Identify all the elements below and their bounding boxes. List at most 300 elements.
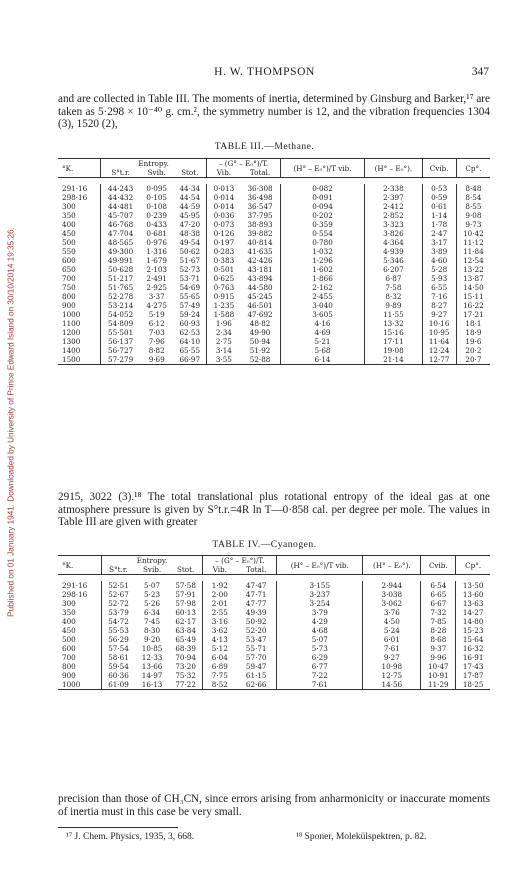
paragraph-1: and are collected in Table III. The moments of inertia, determined by Ginsburg and Barker,¹⁷ are taken as 5·298 × 10⁻⁴⁰ g. cm.², the symmetry number is 12, and the vibration frequencies 1304 (3), 1520 (2), (58, 93, 490, 131)
table-cell: 41·635 (247, 247, 273, 256)
table-cell: 68·39 (175, 644, 196, 653)
table-cell: 0·976 (146, 238, 167, 247)
table-cell: 8·68 (421, 635, 456, 644)
table-cell: 56·727 (100, 346, 140, 355)
table-cell: 45·707 (100, 211, 140, 220)
table-cell: 50·92 (245, 617, 267, 626)
table-cell: 6·77 (277, 662, 363, 671)
table-cell: 0·095 (146, 184, 167, 193)
table-cell: 62·66 (245, 680, 267, 689)
table-cell: 43·894 (247, 274, 273, 283)
col-vib: Vib. (207, 168, 241, 178)
footnotes (66, 832, 486, 842)
table-cell: 21·14 (365, 355, 422, 365)
table-row (58, 328, 490, 337)
table-cell: 6·04 (203, 653, 236, 662)
table-cell: 1500 (62, 355, 81, 364)
table-row (58, 256, 490, 265)
table-cell: 52·51 (101, 581, 135, 590)
table-cell: 10·98 (363, 662, 421, 671)
table-cell: 51·765 (100, 283, 140, 292)
table-cell: 0·59 (422, 193, 456, 202)
table-cell: 2·852 (365, 211, 422, 220)
table-cell: 8·54 (456, 193, 490, 202)
table-cell: 13·63 (456, 599, 490, 608)
table-cell: 11·84 (456, 247, 490, 256)
table-cell: 16·32 (456, 644, 490, 653)
table-cell: 0·359 (280, 220, 365, 229)
table-cell: 9·73 (456, 220, 490, 229)
table-cell: 0·013 (207, 184, 241, 193)
table-cell: 450 (62, 626, 76, 635)
table-cell: 5·26 (144, 599, 161, 608)
table-cell: 900 (62, 301, 76, 310)
table-cell: 55·501 (100, 328, 140, 337)
table-cell: 16·13 (141, 680, 163, 689)
table-cell: 10·16 (422, 319, 456, 328)
table-cell: 0·073 (207, 220, 241, 229)
table-cell: 350 (62, 608, 76, 617)
table-cell: 49·300 (100, 247, 140, 256)
table-cell: 13·66 (141, 662, 163, 671)
table-row (58, 608, 490, 617)
table-cell: 5·07 (144, 581, 161, 590)
table-cell: 73·20 (175, 662, 196, 671)
table-cell: 2·01 (203, 599, 236, 608)
col-h-vib: (H° – E₀°)/T vib. (280, 159, 365, 178)
table-row (58, 292, 490, 301)
table-cell: 6·55 (422, 283, 456, 292)
table-cell: 3·038 (363, 590, 421, 599)
table-row (58, 644, 490, 653)
table-cell: 37·795 (247, 211, 273, 220)
table-cell: 12·75 (363, 671, 421, 680)
table-row (58, 301, 490, 310)
table-cell: 7·22 (277, 671, 363, 680)
table-cell: 61·15 (245, 671, 267, 680)
table-cell: 19·08 (365, 346, 422, 355)
table-cell: 3·89 (422, 247, 456, 256)
table-cell: 2·491 (146, 274, 167, 283)
col-temperature: °K. (62, 560, 74, 570)
table4-caption: TABLE IV.—Cyanogen. (212, 539, 317, 550)
table-cell: 18·25 (456, 680, 490, 690)
table-cell: 50·62 (179, 247, 201, 256)
table-cell: 8·27 (422, 301, 456, 310)
table-cell: 11·64 (422, 337, 456, 346)
table-row (58, 193, 490, 202)
table-cell: 6·65 (421, 590, 456, 599)
col-h: (H° – E₀°). (365, 159, 422, 178)
table-cell: 3·323 (365, 220, 422, 229)
table-cell: 298·16 (62, 590, 88, 599)
table-cell: 1100 (62, 319, 81, 328)
table-cell: 57·98 (175, 599, 196, 608)
table-cell: 47·71 (245, 590, 267, 599)
table-cell: 39·882 (247, 229, 273, 238)
table-cell: 57·49 (179, 301, 201, 310)
table-cell: 5·346 (365, 256, 422, 265)
table-row (58, 590, 490, 599)
table-cell: 14·80 (456, 617, 490, 626)
table-cell: 17·87 (456, 671, 490, 680)
table-cell: 15·11 (456, 292, 490, 301)
table-cell: 14·97 (141, 671, 163, 680)
table-cell: 54·72 (101, 617, 135, 626)
table-cell: 3·37 (148, 292, 165, 301)
paragraph-2: 2915, 3022 (3).¹⁸ The total translational plus rotational entropy of the ideal gas at one atmosphere pressure is given by S°t.r.=4R ln T—0·858 cal. per degree per mole. The values in Table III are given with greater (58, 491, 490, 529)
table-cell: 6·67 (421, 599, 456, 608)
table-cell: 4·13 (203, 635, 236, 644)
table-cell: 61·09 (101, 680, 135, 690)
table-row (58, 211, 490, 220)
table-cell: 17·21 (456, 310, 490, 319)
col-s-tot: Stot. (181, 168, 199, 177)
table-cell: 5·73 (277, 644, 363, 653)
table-cell: 0·780 (280, 238, 365, 247)
table-cell: 3·14 (207, 346, 241, 355)
table-cell: 7·32 (421, 608, 456, 617)
table-cell: 36·308 (247, 184, 273, 193)
table-cell: 44·432 (100, 193, 140, 202)
table-cell: 14·56 (363, 680, 421, 690)
table-cell: 53·47 (245, 635, 267, 644)
table-cell: 6·29 (277, 653, 363, 662)
table-cell: 52·67 (101, 590, 135, 599)
col-s-vib: Svib. (147, 168, 166, 177)
table-cyanogen (58, 555, 490, 690)
table-cell: 16·22 (456, 301, 490, 310)
table-cell: 56·29 (101, 635, 135, 644)
col-cvib: Cvib. (422, 159, 456, 178)
table-cell: 51·217 (100, 274, 140, 283)
table-cell: 8·82 (148, 346, 165, 355)
table-row (58, 310, 490, 319)
table-cell: 52·278 (100, 292, 140, 301)
table-cell: 52·72 (101, 599, 135, 608)
table-cell: 7·61 (363, 644, 421, 653)
col-entropy: Entropy. (101, 556, 203, 566)
col-h: (H° – E₀°). (363, 556, 421, 575)
table-row (58, 635, 490, 644)
table-cell: 10·91 (421, 671, 456, 680)
table-cell: 550 (62, 247, 76, 256)
table-cell: 1·316 (146, 247, 167, 256)
table-cell: 47·692 (247, 310, 273, 319)
table-cell: 2·338 (365, 184, 422, 193)
table-cell: 13·50 (456, 581, 490, 590)
table-cell: 3·062 (363, 599, 421, 608)
table-cell: 3·155 (277, 581, 363, 590)
table-cell: 70·94 (175, 653, 196, 662)
table-cell: 59·24 (179, 310, 201, 319)
col-s-vib: Svib. (142, 565, 162, 574)
table-cell: 0·014 (207, 202, 241, 211)
table-row (58, 265, 490, 274)
table-cell: 7·61 (277, 680, 363, 690)
table-cell: 3·237 (277, 590, 363, 599)
table-cell: 900 (62, 671, 76, 680)
table-cell: 7·75 (203, 671, 236, 680)
table-cell: 0·61 (422, 202, 456, 211)
col-h-vib: (H° – E₀°)/T vib. (277, 556, 363, 575)
table-cell: 0·202 (280, 211, 365, 220)
table-cell: 1·14 (422, 211, 456, 220)
table-cell: 51·92 (249, 346, 271, 355)
table-cell: 47·704 (100, 229, 140, 238)
table-cell: 6·54 (421, 581, 456, 590)
table-cell: 47·20 (179, 220, 201, 229)
table-row (58, 247, 490, 256)
table-cell: 44·580 (247, 283, 273, 292)
table-cell: 2·47 (422, 229, 456, 238)
table-cell: 0·082 (280, 184, 365, 193)
table-cell: 3·79 (277, 608, 363, 617)
table-cell: 60·36 (101, 671, 135, 680)
col-s-tot: Stot. (176, 565, 195, 574)
table-cell: 57·58 (175, 581, 196, 590)
table-cell: 3·76 (363, 608, 421, 617)
table-cell: 4·29 (277, 617, 363, 626)
table-cell: 5·28 (422, 265, 456, 274)
table-cell: 9·27 (363, 653, 421, 662)
running-header (40, 66, 489, 80)
table-row (58, 337, 490, 346)
table-cell: 46·768 (100, 220, 140, 229)
footnote-rule (58, 827, 178, 828)
table-cell: 12·77 (422, 355, 456, 365)
table-cell: 5·12 (203, 644, 236, 653)
table-cell: 75·32 (175, 671, 196, 680)
table-methane (58, 158, 490, 365)
table-cell: 9·08 (456, 211, 490, 220)
table-cell: 1·296 (280, 256, 365, 265)
table-cell: 36·498 (247, 193, 273, 202)
table-cell: 8·32 (365, 292, 422, 301)
table-cell: 600 (62, 644, 76, 653)
table-cell: 700 (62, 274, 76, 283)
table-cell: 53·71 (179, 274, 201, 283)
table-cell: 54·809 (100, 319, 140, 328)
table-cell: 52·20 (245, 626, 267, 635)
table-cell: 48·565 (100, 238, 140, 247)
table-cell: 3·826 (365, 229, 422, 238)
table-cell: 1300 (62, 337, 81, 346)
table-row (58, 184, 490, 193)
table-cell: 291·16 (62, 581, 88, 590)
page-number: 347 (471, 66, 489, 78)
table-cell: 4·16 (280, 319, 365, 328)
table-cell: 7·85 (421, 617, 456, 626)
table-cell: 0·433 (146, 220, 167, 229)
table-cell: 16·91 (456, 653, 490, 662)
table-row (58, 680, 490, 690)
col-s-tr: S°t.r. (100, 168, 140, 178)
table-cell: 60·13 (175, 608, 196, 617)
table-row (58, 220, 490, 229)
table-cell: 55·65 (179, 292, 201, 301)
table-cell: 56·137 (100, 337, 140, 346)
table-row (58, 346, 490, 355)
table-row (58, 671, 490, 680)
table-row (58, 617, 490, 626)
table-cell: 46·501 (247, 301, 273, 310)
table-cell: 57·54 (101, 644, 135, 653)
table-row (58, 581, 490, 590)
table-cell: 8·52 (203, 680, 236, 690)
table-cell: 57·279 (100, 355, 140, 365)
table-cell: 5·21 (280, 337, 365, 346)
table-cell: 8·28 (421, 626, 456, 635)
table-cell: 20·7 (456, 355, 490, 365)
table-cell: 66·97 (179, 355, 201, 364)
table-cell: 10·42 (456, 229, 490, 238)
table-cell: 10·85 (141, 644, 163, 653)
table-cell: 0·915 (207, 292, 241, 301)
table-cell: 20·2 (456, 346, 490, 355)
table-cell: 11·12 (456, 238, 490, 247)
table-cell: 3·605 (280, 310, 365, 319)
table-cell: 60·93 (179, 319, 201, 328)
table-cell: 59·47 (245, 662, 267, 671)
table-cell: 8·55 (456, 202, 490, 211)
table-cell: 9·69 (148, 355, 165, 364)
download-notice (3, 92, 19, 752)
col-total: Total. (249, 168, 271, 177)
table-cell: 800 (62, 662, 76, 671)
table-cell: 0·763 (207, 283, 241, 292)
table-cell: 8·48 (456, 184, 490, 193)
table-cell: 0·554 (280, 229, 365, 238)
table-cell: 14·27 (456, 608, 490, 617)
table-cell: 50·94 (249, 337, 271, 346)
table-cell: 5·19 (148, 310, 165, 319)
table-cell: 9·37 (421, 644, 456, 653)
table-cell: 51·67 (179, 256, 201, 265)
table-cell: 7·03 (148, 328, 165, 337)
table-cell: 450 (62, 229, 76, 238)
table-cell: 2·00 (203, 590, 236, 599)
table-cell: 0·53 (422, 184, 456, 193)
table-cell: 500 (62, 635, 76, 644)
table-cell: 2·925 (146, 283, 167, 292)
footnote-17: ¹⁷ J. Chem. Physics, 1935, 3, 668. (66, 832, 195, 842)
table-cell: 0·126 (207, 229, 241, 238)
table-row (58, 355, 490, 365)
table-cell: 500 (62, 238, 76, 247)
table-cell: 7·45 (144, 617, 161, 626)
col-vib: Vib. (203, 565, 236, 575)
table-cell: 11·55 (365, 310, 422, 319)
table-cell: 57·91 (175, 590, 196, 599)
table-cell: 38·893 (247, 220, 273, 229)
table-cell: 0·036 (207, 211, 241, 220)
table-cell: 1200 (62, 328, 81, 337)
table-cell: 1000 (62, 310, 81, 319)
table-cell: 42·426 (247, 256, 273, 265)
table-cell: 9·96 (421, 653, 456, 662)
table-cell: 0·383 (207, 256, 241, 265)
table-cell: 6·01 (363, 635, 421, 644)
table-cell: 5·68 (280, 346, 365, 355)
table-cell: 9·89 (365, 301, 422, 310)
table-cell: 52·73 (179, 265, 201, 274)
table3-caption: TABLE III.—Methane. (214, 141, 315, 152)
table-row (58, 229, 490, 238)
table-cell: 49·90 (249, 328, 271, 337)
table-row (58, 626, 490, 635)
table-cell: 1400 (62, 346, 81, 355)
table-row (58, 662, 490, 671)
table-cell: 0·105 (146, 193, 167, 202)
col-free-energy: – (G° – E₀°)/T. (203, 556, 277, 566)
table-cell: 10·95 (422, 328, 456, 337)
table-cell: 63·84 (175, 626, 196, 635)
table-cell: 55·53 (101, 626, 135, 635)
table-cell: 3·62 (203, 626, 236, 635)
table-cell: 53·214 (100, 301, 140, 310)
table-cell: 0·014 (207, 193, 241, 202)
table-cell: 1·588 (207, 310, 241, 319)
table-cell: 7·16 (422, 292, 456, 301)
table-cell: 300 (62, 202, 76, 211)
table-cell: 44·243 (100, 184, 140, 193)
table-cell: 700 (62, 653, 76, 662)
table-cell: 0·239 (146, 211, 167, 220)
table-cell: 13·60 (456, 590, 490, 599)
table-cell: 9·27 (422, 310, 456, 319)
table-cell: 58·61 (101, 653, 135, 662)
table-cell: 44·34 (179, 184, 201, 193)
table-cell: 3·16 (203, 617, 236, 626)
table-cell: 1000 (62, 680, 81, 689)
table-cell: 1·602 (280, 265, 365, 274)
table-cell: 300 (62, 599, 76, 608)
table-cell: 48·82 (249, 319, 271, 328)
table-cell: 48·38 (179, 229, 201, 238)
table-cell: 19·6 (456, 337, 490, 346)
col-cp: Cp°. (456, 556, 490, 575)
table-cell: 400 (62, 220, 76, 229)
table-cell: 15·23 (456, 626, 490, 635)
table-cell: 2·55 (203, 608, 236, 617)
table-cell: 0·094 (280, 202, 365, 211)
table-cell: 0·501 (207, 265, 241, 274)
table-cell: 4·50 (363, 617, 421, 626)
table-cell: 17·11 (365, 337, 422, 346)
table-cell: 13·32 (365, 319, 422, 328)
table-cell: 44·54 (179, 193, 201, 202)
table-cell: 13·22 (456, 265, 490, 274)
table-cell: 750 (62, 283, 76, 292)
table-cell: 400 (62, 617, 76, 626)
table-cell: 0·283 (207, 247, 241, 256)
table-cell: 291·16 (62, 184, 88, 193)
table-cell: 65·55 (179, 346, 201, 355)
table-cell: 6·14 (280, 355, 365, 365)
col-entropy: Entropy. (100, 159, 206, 169)
table-cell: 350 (62, 211, 76, 220)
table-cell: 4·60 (422, 256, 456, 265)
table-cell: 2·75 (207, 337, 241, 346)
table-cell: 1·866 (280, 274, 365, 283)
table-cell: 4·364 (365, 238, 422, 247)
table-cell: 47·77 (245, 599, 267, 608)
table-cell: 1·96 (207, 319, 241, 328)
table-cell: 54·052 (100, 310, 140, 319)
table-cell: 1·78 (422, 220, 456, 229)
table-cell: 18·1 (456, 319, 490, 328)
